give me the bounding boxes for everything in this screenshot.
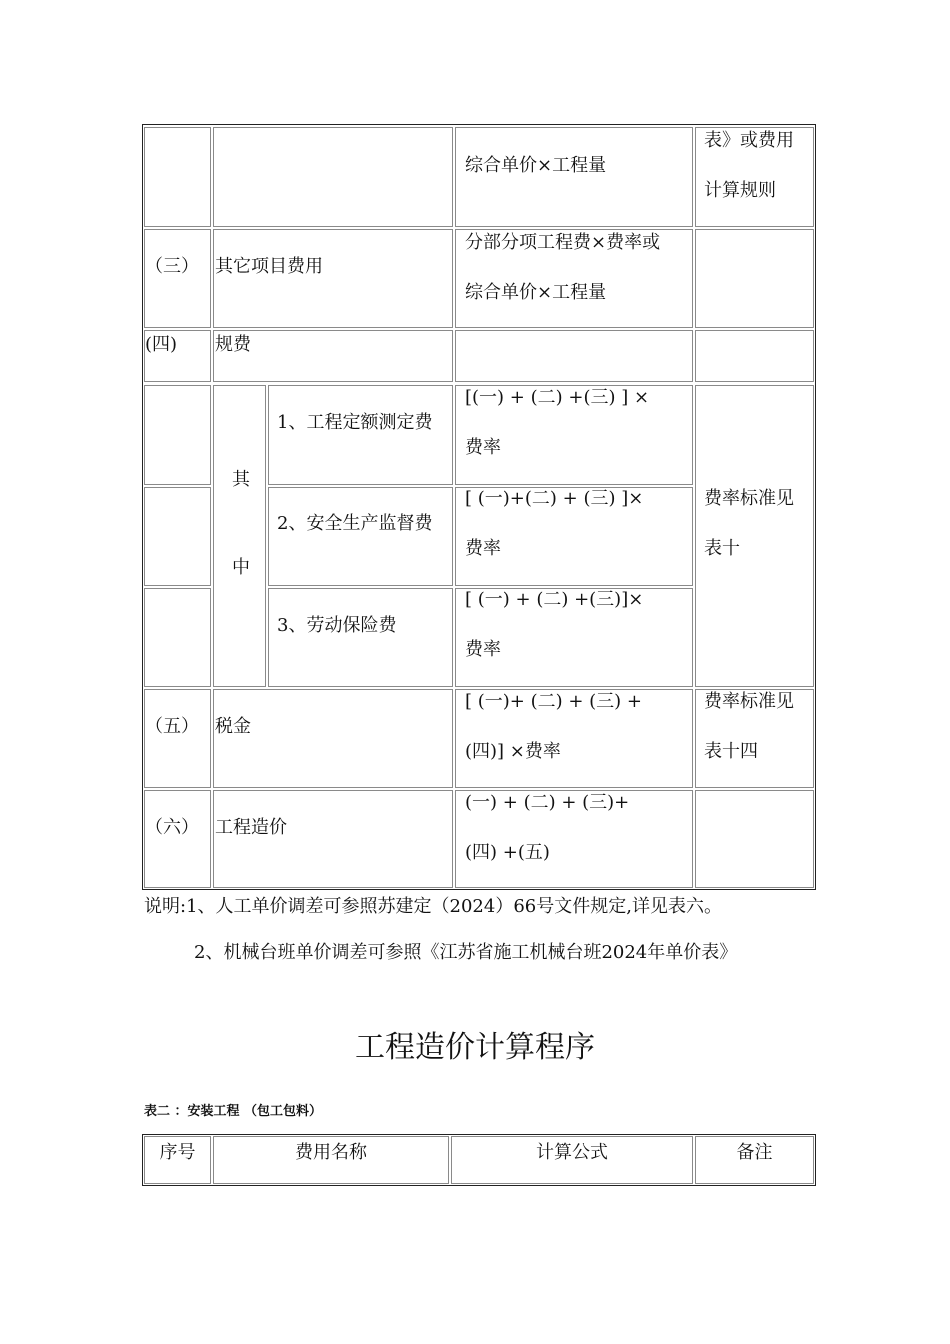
row-number: （六） [145,817,199,838]
table-caption: 表二 ：安装工程 （包工包料） [144,1104,323,1119]
fee-name: 2、安全生产监督费 [277,513,433,534]
column-header: 备注 [736,1142,773,1163]
formula-text: 综合单价×工程量 [465,155,607,176]
fee-name: 1、工程定额测定费 [277,412,433,433]
formula-text: 费率 [465,437,501,458]
formula-text: 费率 [465,538,501,559]
formula-text: (四)] ×费率 [465,741,561,762]
formula-text: [ (一)+(二) + (三) ]× [465,488,644,509]
sub-group-label: 其 [232,469,250,490]
column-header: 费用名称 [295,1142,367,1163]
table-cell [144,127,211,227]
fee-name: 工程造价 [215,817,287,838]
note-line: 说明:1、人工单价调差可参照苏建定（2024）66号文件规定,详见表六。 [144,896,722,917]
column-header: 计算公式 [536,1142,608,1163]
table-cell [695,790,814,888]
remark-text: 表十四 [704,741,758,762]
formula-text: 分部分项工程费×费率或 [465,232,661,253]
table-cell [213,385,266,687]
sub-group-label: 中 [232,557,250,578]
column-header: 序号 [159,1142,196,1163]
remark-text: 表》或费用 [704,130,794,151]
fee-name: 税金 [215,716,251,737]
remark-text: 费率标准见 [704,488,794,509]
table-cell [144,487,211,586]
fee-name: 规费 [215,334,251,355]
formula-text: 费率 [465,639,501,660]
table-cell [695,229,814,328]
remark-text: 表十 [704,538,740,559]
formula-text: (四) +(五) [465,842,550,863]
note-line: 2、机械台班单价调差可参照《江苏省施工机械台班2024年单价表》 [194,942,738,963]
fee-name: 其它项目费用 [215,256,323,277]
table-cell [695,330,814,382]
formula-text: (一) + (二) + (三)+ [465,792,630,813]
section-title: 工程造价计算程序 [355,1030,595,1065]
formula-text: [ (一)+ (二) + (三) + [465,691,643,712]
remark-text: 计算规则 [704,180,776,201]
formula-text: 综合单价×工程量 [465,282,607,303]
row-number: (四) [145,334,178,355]
table-cell [144,385,211,485]
fee-name: 3、劳动保险费 [277,615,397,636]
row-number: （三） [145,256,199,277]
formula-text: [(一) + (二) +(三) ] × [465,387,650,408]
table-cell [213,127,453,227]
table-cell [144,588,211,687]
remark-text: 费率标准见 [704,691,794,712]
formula-text: [ (一) + (二) +(三)]× [465,589,644,610]
row-number: （五） [145,716,199,737]
